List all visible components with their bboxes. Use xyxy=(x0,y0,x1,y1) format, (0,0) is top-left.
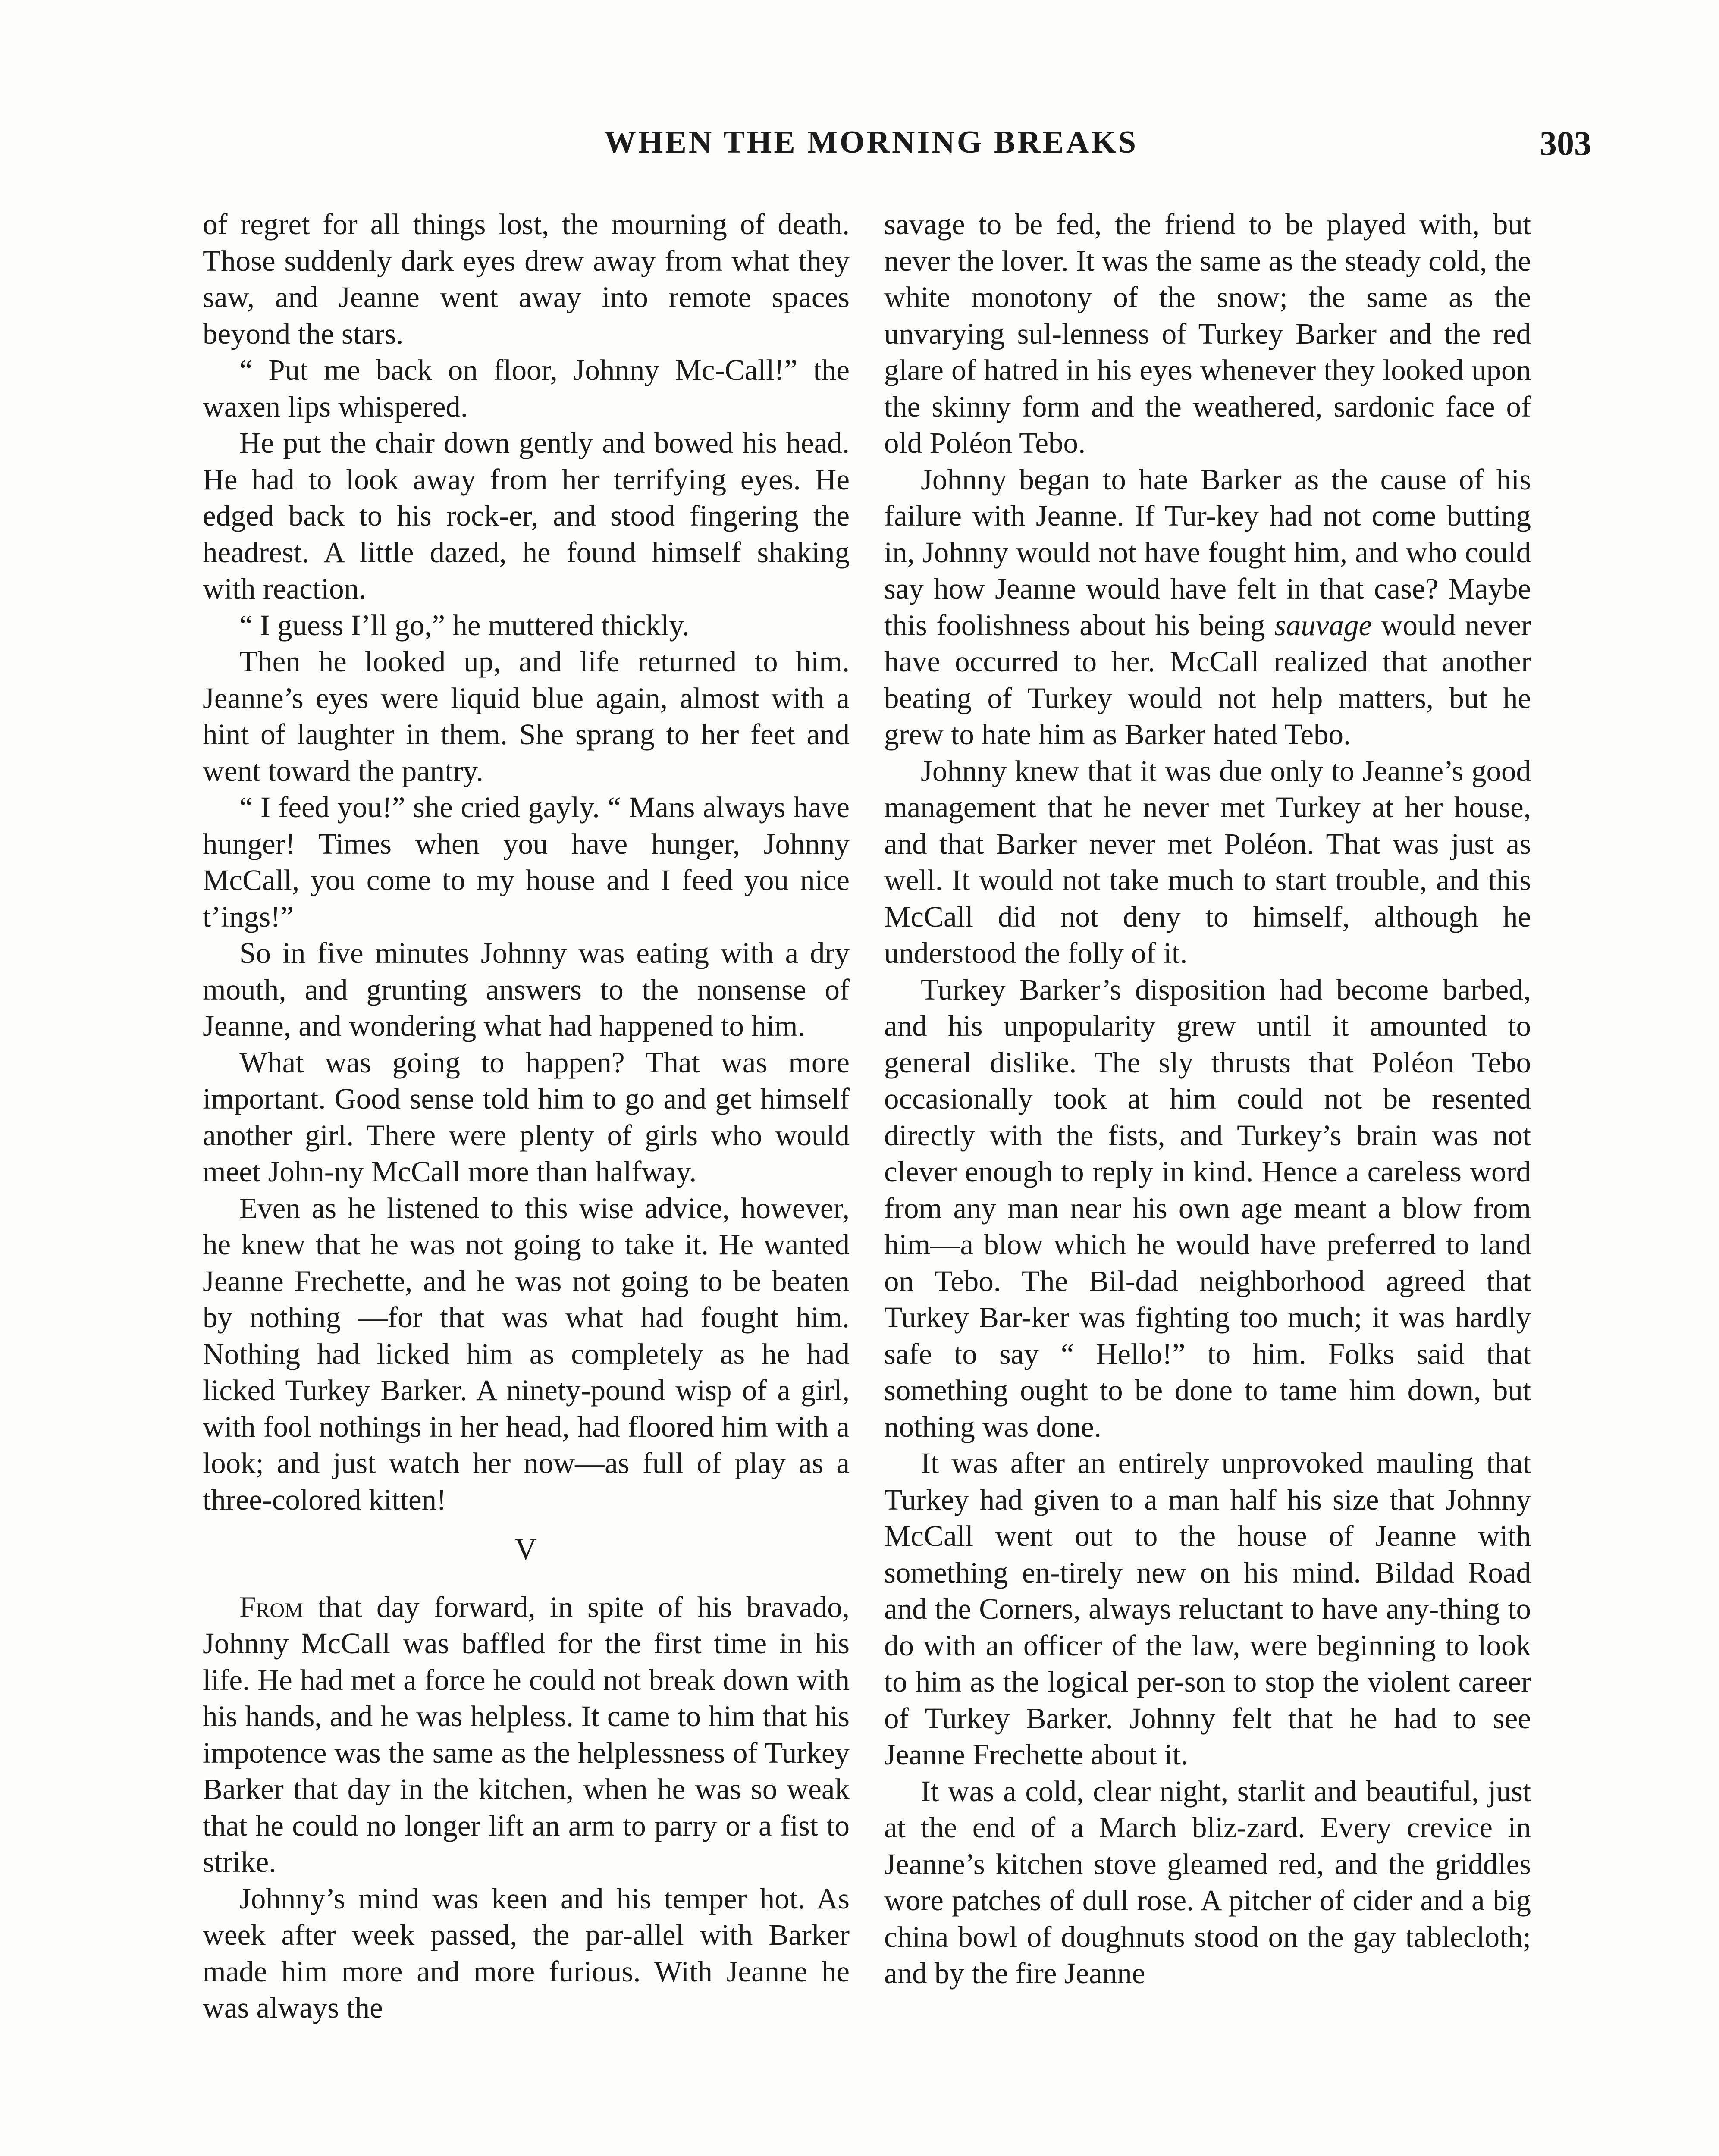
section-lead-word: From xyxy=(239,1590,303,1623)
paragraph: Johnny knew that it was due only to Jeanne’s good management that he never met Turkey at her house, and that Barker never met Poléon. That was just as well. It would not take much to start trouble, and this McCall did not deny to himself, although he understood the folly of it. xyxy=(884,754,1531,969)
running-title: WHEN THE MORNING BREAKS xyxy=(604,125,1139,160)
paragraph: of regret for all things lost, the mourning of death. Those suddenly dark eyes drew away from what they saw, and Jeanne went away into remote spaces beyond the stars. xyxy=(203,208,850,350)
paragraph: Turkey Barker’s disposition had become barbed, and his unpopularity grew until it amounted to general dislike. The sly thrusts that Poléon Tebo occasionally took at him could not be resented directly with the fists, and Turkey’s brain was not clever enough to reply in kind. Hence a careless word from any man near his own age meant a blow from him—a blow which he would have preferred to land on Tebo. The Bil-dad neighborhood agreed that Turkey Bar-ker was fighting too much; it was hardly safe to say “ Hello!” to him. Folks said that something ought to be done to tame him down, but nothing was done. xyxy=(884,973,1531,1443)
paragraph: “ I feed you!” she cried gayly. “ Mans always have hunger! Times when you have hunger, Johnny McCall, you come to my house and I feed you nice t’ings!” xyxy=(203,791,850,933)
paragraph: Then he looked up, and life returned to him. Jeanne’s eyes were liquid blue again, almost with a hint of laughter in them. She sprang to her feet and went toward the pantry. xyxy=(203,645,850,787)
paragraph: So in five minutes Johnny was eating with a dry mouth, and grunting answers to the nonsense of Jeanne, and wondering what had happened to him. xyxy=(203,937,850,1042)
page-number: 303 xyxy=(1540,125,1591,163)
paragraph: It was after an entirely unprovoked mauling that Turkey had given to a man half his size that Johnny McCall went out to the house of Jeanne with something en-tirely new on his mind. Bildad Road and the Corners, always reluctant to have any-thing to do with an officer of the law, were beginning to look to him as the logical per-son to stop the violent career of Turkey Barker. Johnny felt that he had to see Jeanne Frechette about it. xyxy=(884,1447,1531,1771)
paragraph: “ I guess I’ll go,” he muttered thickly. xyxy=(239,608,690,642)
paragraph: What was going to happen? That was more important. Good sense told him to go and get himself another girl. There were plenty of girls who would meet John-ny McCall more than halfway. xyxy=(203,1046,850,1188)
paragraph: “ Put me back on floor, Johnny Mc-Call!” the waxen lips whispered. xyxy=(203,354,850,423)
paragraph: He put the chair down gently and bowed his head. He had to look away from her terrifying eyes. He edged back to his rock-er, and stood fingering the headrest. A little dazed, he found himself shaking with reaction. xyxy=(203,426,850,605)
paragraph xyxy=(884,461,1531,753)
text-run: would never have occurred to her. McCall realized that another beating of Turkey would not help matters, but he grew to hate him as Barker hated Tebo. xyxy=(884,608,1531,751)
section-lead-text: that day forward, in spite of his bravado, Johnny McCall was baffled for the first time in his life. He had met a force he could not break down with his hands, and he was helpless. It came to him that his impotence was the same as the helplessness of Turkey Barker that day in the kitchen, when he was so weak that he could no longer lift an arm to parry or a fist to strike. xyxy=(203,1590,850,1878)
section-heading: V xyxy=(514,1532,538,1566)
left-column xyxy=(203,206,850,2026)
running-head xyxy=(203,124,1591,172)
paragraph xyxy=(203,1589,850,1880)
paragraph: Johnny’s mind was keen and his temper hot. As week after week passed, the par-allel with Barker made him more and more furious. With Jeanne he was always the xyxy=(203,1882,850,2024)
text-run: Johnny began to hate Barker as the cause of his failure with Jeanne. If Tur-key had not come butting in, Johnny would not have fought him, and who could say how Jeanne would have felt in that case? Maybe this foolishness about his being xyxy=(884,463,1531,642)
right-column xyxy=(884,206,1531,1992)
paragraph: It was a cold, clear night, starlit and beautiful, just at the end of a March bliz-zard. Every crevice in Jeanne’s kitchen stove gleamed red, and the griddles wore patches of dull rose. A pitcher of cider and a big china bowl of doughnuts stood on the gay tablecloth; and by the fire Jeanne xyxy=(884,1774,1531,1990)
italic-word: sauvage xyxy=(1274,608,1372,642)
paragraph: Even as he listened to this wise advice, however, he knew that he was not going to take it. He wanted Jeanne Frechette, and he was not going to be beaten by nothing —for that was what had fought him. Nothing had licked him as completely as he had licked Turkey Barker. A ninety-pound wisp of a girl, with fool nothings in her head, had floored him with a look; and just watch her now—as full of play as a three-colored kitten! xyxy=(203,1191,850,1516)
paragraph: savage to be fed, the friend to be played with, but never the lover. It was the same as the steady cold, the white monotony of the snow; the same as the unvarying sul-lenness of Turkey Barker and the red glare of hatred in his eyes whenever they looked upon the skinny form and the weathered, sardonic face of old Poléon Tebo. xyxy=(884,208,1531,459)
